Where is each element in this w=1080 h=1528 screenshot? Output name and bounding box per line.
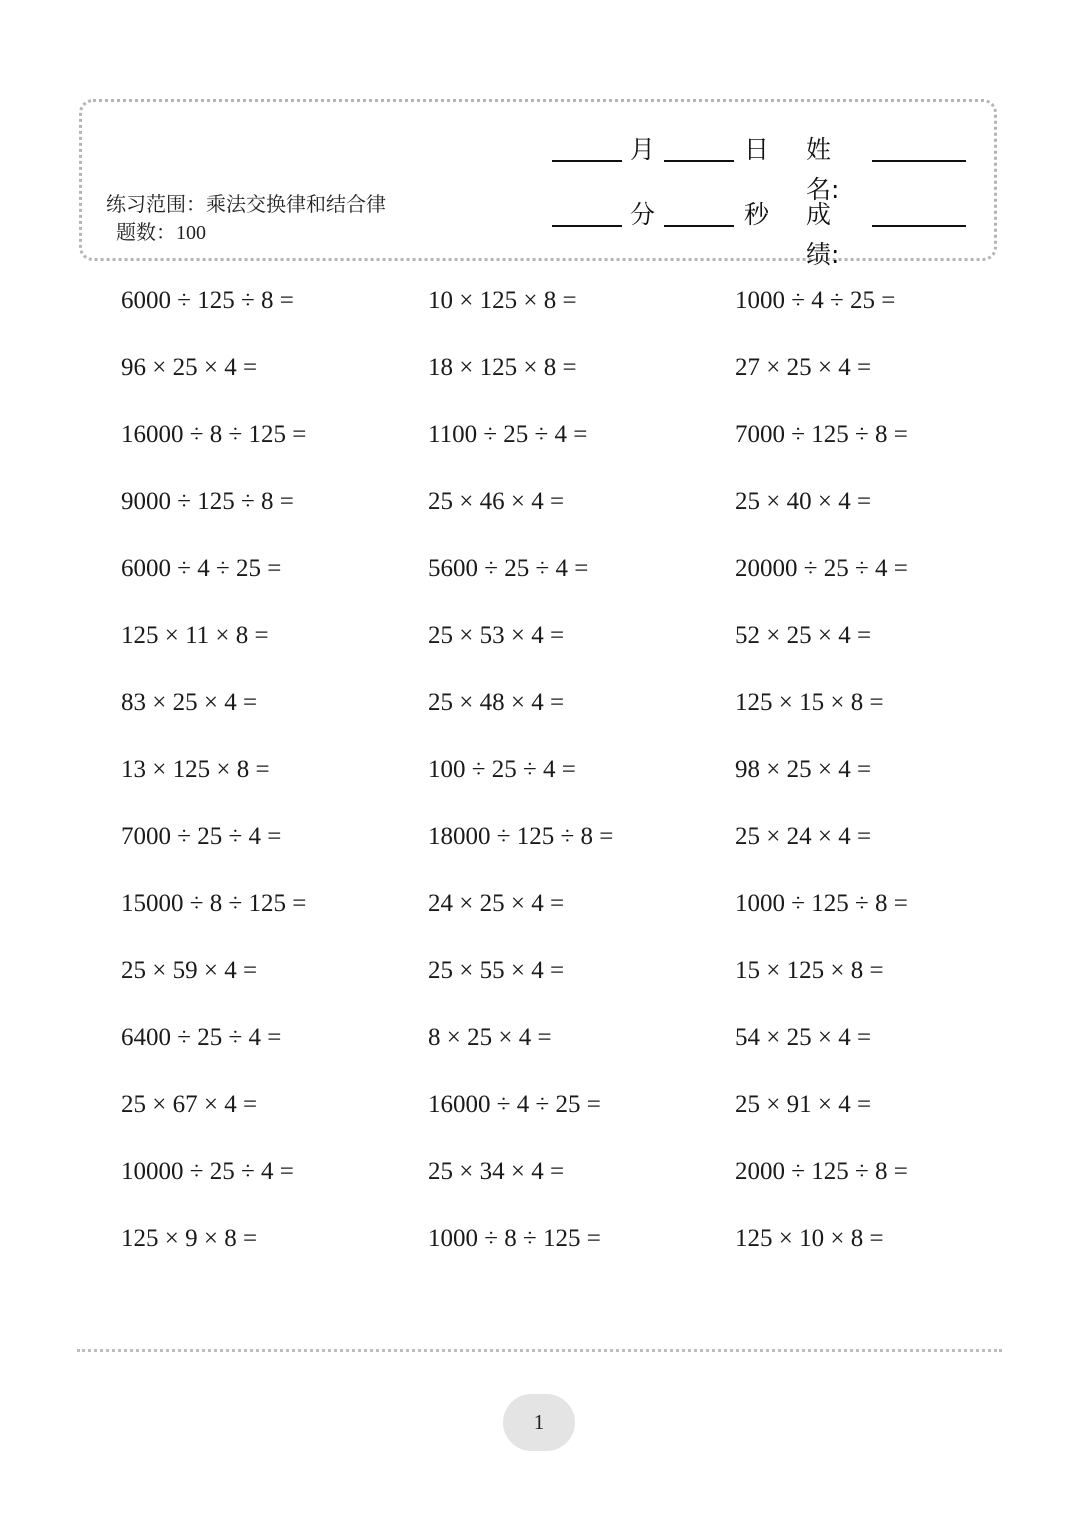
- problem-item: 27 × 25 × 4 =: [735, 354, 872, 381]
- footer-divider: [77, 1349, 1002, 1352]
- problem-item: 25 × 46 × 4 =: [428, 488, 565, 515]
- score-label: 成绩:: [806, 200, 840, 269]
- page-number: 1: [503, 1394, 575, 1451]
- problem-item: 1000 ÷ 125 ÷ 8 =: [735, 890, 908, 917]
- problem-item: 24 × 25 × 4 =: [428, 890, 565, 917]
- problem-item: 54 × 25 × 4 =: [735, 1024, 872, 1051]
- problem-item: 1000 ÷ 8 ÷ 125 =: [428, 1225, 601, 1252]
- problem-item: 25 × 55 × 4 =: [428, 957, 565, 984]
- problem-item: 25 × 24 × 4 =: [735, 823, 872, 850]
- problem-item: 125 × 15 × 8 =: [735, 689, 884, 716]
- problem-item: 100 ÷ 25 ÷ 4 =: [428, 756, 576, 783]
- problem-item: 25 × 59 × 4 =: [121, 957, 258, 984]
- problem-item: 20000 ÷ 25 ÷ 4 =: [735, 555, 908, 582]
- problem-item: 1000 ÷ 4 ÷ 25 =: [735, 287, 896, 314]
- name-label: 姓名:: [806, 135, 840, 204]
- problem-item: 10 × 125 × 8 =: [428, 287, 577, 314]
- problem-item: 18000 ÷ 125 ÷ 8 =: [428, 823, 614, 850]
- problem-item: 6000 ÷ 4 ÷ 25 =: [121, 555, 282, 582]
- day-label: 日: [744, 135, 770, 164]
- problem-item: 7000 ÷ 25 ÷ 4 =: [121, 823, 282, 850]
- problem-item: 25 × 67 × 4 =: [121, 1091, 258, 1118]
- problem-item: 25 × 34 × 4 =: [428, 1158, 565, 1185]
- problem-item: 6000 ÷ 125 ÷ 8 =: [121, 287, 294, 314]
- problem-item: 125 × 10 × 8 =: [735, 1225, 884, 1252]
- problem-item: 25 × 91 × 4 =: [735, 1091, 872, 1118]
- problem-item: 5600 ÷ 25 ÷ 4 =: [428, 555, 589, 582]
- second-label: 秒: [744, 200, 770, 229]
- problem-item: 25 × 48 × 4 =: [428, 689, 565, 716]
- problem-item: 1100 ÷ 25 ÷ 4 =: [428, 421, 588, 448]
- problem-item: 16000 ÷ 4 ÷ 25 =: [428, 1091, 601, 1118]
- question-count-value: 100: [176, 222, 206, 244]
- month-label: 月: [630, 135, 656, 164]
- question-count-label: 题数：: [116, 220, 176, 244]
- problem-item: 25 × 53 × 4 =: [428, 622, 565, 649]
- problem-item: 98 × 25 × 4 =: [735, 756, 872, 783]
- minute-label: 分: [630, 200, 656, 229]
- problem-item: 6400 ÷ 25 ÷ 4 =: [121, 1024, 282, 1051]
- problem-item: 7000 ÷ 125 ÷ 8 =: [735, 421, 908, 448]
- problem-item: 15 × 125 × 8 =: [735, 957, 884, 984]
- problem-item: 9000 ÷ 125 ÷ 8 =: [121, 488, 294, 515]
- problem-item: 52 × 25 × 4 =: [735, 622, 872, 649]
- problem-item: 8 × 25 × 4 =: [428, 1024, 552, 1051]
- problem-item: 96 × 25 × 4 =: [121, 354, 258, 381]
- problem-item: 25 × 40 × 4 =: [735, 488, 872, 515]
- problem-item: 16000 ÷ 8 ÷ 125 =: [121, 421, 307, 448]
- problem-item: 13 × 125 × 8 =: [121, 756, 270, 783]
- problem-item: 10000 ÷ 25 ÷ 4 =: [121, 1158, 294, 1185]
- range-label: 练习范围：乘法交换律和结合律: [106, 192, 386, 216]
- problem-item: 125 × 11 × 8 =: [121, 622, 269, 649]
- problem-item: 18 × 125 × 8 =: [428, 354, 577, 381]
- problem-item: 125 × 9 × 8 =: [121, 1225, 258, 1252]
- problem-item: 2000 ÷ 125 ÷ 8 =: [735, 1158, 908, 1185]
- problem-item: 83 × 25 × 4 =: [121, 689, 258, 716]
- problem-item: 15000 ÷ 8 ÷ 125 =: [121, 890, 307, 917]
